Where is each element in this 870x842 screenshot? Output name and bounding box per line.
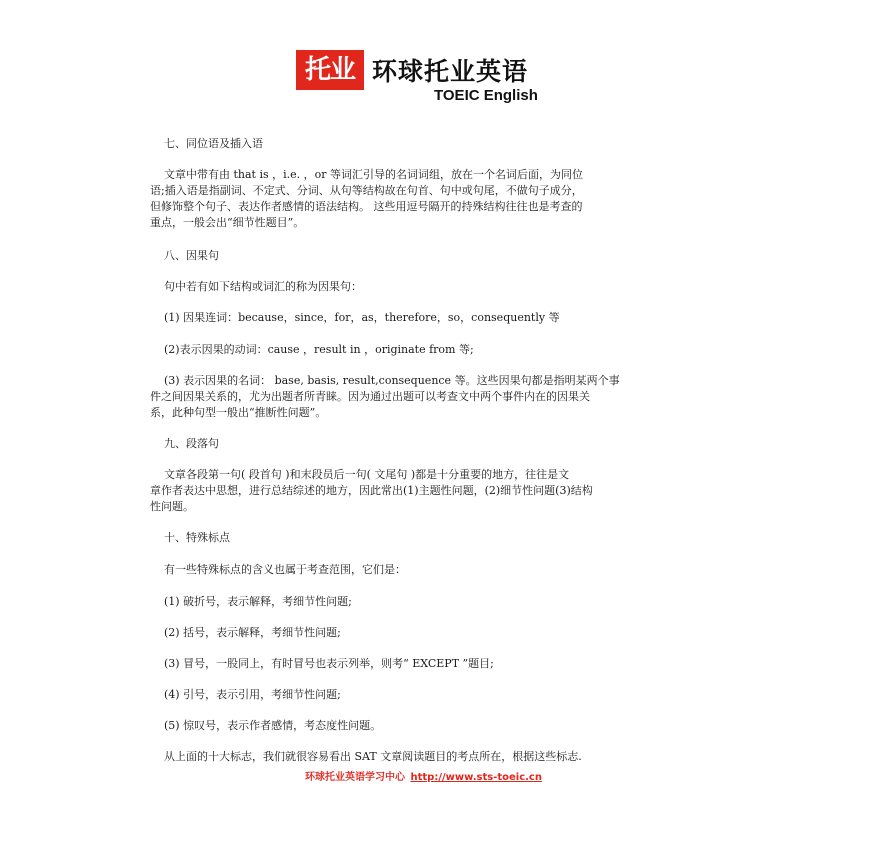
- list-item-continuation: 系，此种句型一般出“推断性问题”。: [150, 406, 327, 419]
- list-item-continuation: 件之间因果关系的，尤为出题者所青睐。因为通过出题可以考查文中两个事件内在的因果关: [150, 390, 590, 403]
- logo-glyph: 托业: [304, 55, 355, 85]
- section-9-text-line: 章作者表达中思想，进行总结综述的地方，因此常出(1)主题性问题，(2)细节性问题(3)结构: [150, 484, 593, 497]
- footer-label: 环球托业英语学习中心: [305, 772, 405, 783]
- list-item: (1) 因果连词：because，since，for，as，therefore，so，consequently 等: [164, 311, 560, 324]
- section-10-intro: 有一些特殊标点的含义也属于考查范围，它们是：: [164, 563, 406, 576]
- section-7-title: 七、同位语及插入语: [164, 137, 263, 150]
- footer-link[interactable]: http://www.sts-toeic.cn: [410, 772, 542, 783]
- list-item: (2)表示因果的动词：cause ，result in ，originate from 等;: [164, 343, 474, 356]
- list-item: (5) 惊叹号，表示作者感情，考态度性问题。: [164, 719, 382, 732]
- section-9-text-line: 文章各段第一句( 段首句 )和末段员后一句( 文尾句 )都是十分重要的地方，往往是文: [164, 468, 570, 481]
- brand-name: 环球托业英语: [372, 57, 529, 86]
- section-7-text-line: 重点，一般会出“细节性题目”。: [150, 216, 305, 229]
- section-7-text-line: 语;插入语是指副词、不定式、分词、从句等结构故在句首、句中或句尾，不做句子成分，: [150, 184, 583, 197]
- section-7-text-line: 文章中带有由 that is ，i.e. ，or 等词汇引导的名词词组，放在一个名词后面，为同位: [164, 168, 584, 181]
- section-7-text-line: 但修饰整个句子、表达作者感情的语法结构。 这些用逗号隔开的持殊结构往往也是考查的: [150, 200, 583, 213]
- logo-mark: [296, 50, 364, 90]
- list-item: (2) 括号，表示解释，考细节性问题;: [164, 626, 341, 639]
- footer: [305, 768, 542, 783]
- brand-subtitle: TOEIC English: [434, 87, 538, 104]
- section-10-title: 十、特殊标点: [164, 531, 230, 544]
- list-item: (3) 冒号，一股同上，有时冒号也表示列举，则考“ EXCEPT ”题目;: [164, 657, 494, 670]
- section-8-title: 八、因果句: [164, 249, 219, 262]
- list-item: (1) 破折号，表示解释，考细节性问题;: [164, 595, 352, 608]
- section-8-intro: 句中若有如下结构或词汇的称为因果句：: [164, 280, 362, 293]
- brand-logo: [296, 48, 586, 108]
- list-item: (4) 引号，表示引用，考细节性问题;: [164, 688, 341, 701]
- closing-text: 从上面的十大标志，我们就很容易看出 SAT 文章阅读题目的考点所在，根据这些标志.: [164, 750, 582, 763]
- section-9-text-line: 性问题。: [150, 500, 194, 513]
- list-item: (3) 表示因果的名词： base, basis, result,consequence 等。这些因果句都是指明某两个事: [164, 374, 620, 387]
- section-9-title: 九、段落句: [164, 437, 219, 450]
